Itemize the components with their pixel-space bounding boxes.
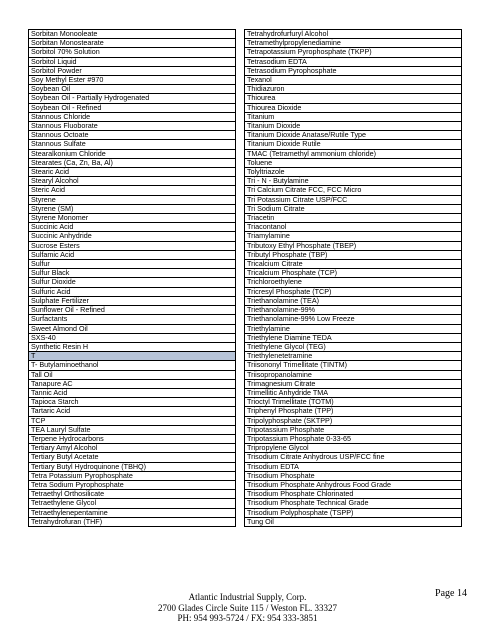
table-cell: Trisodium Phosphate Chlorinated [245,490,462,499]
table-row [29,490,236,499]
table-row [29,315,236,324]
table-cell: Sorbitol 70% Solution [29,48,236,57]
table-row [245,416,462,425]
table-cell: Stearalkonium Chloride [29,149,236,158]
table-cell: Stearyl Alcohol [29,177,236,186]
table-row [245,407,462,416]
table-row [29,112,236,121]
table-cell: Thidiazuron [245,85,462,94]
table-cell: Succinic Acid [29,223,236,232]
table-cell: Stannous Octoate [29,131,236,140]
footer [0,592,495,624]
table-cell: Texanol [245,76,462,85]
table-cell: Tetrasodium Pyrophosphate [245,66,462,75]
table-cell: Tetrahydrofurfuryl Alcohol [245,30,462,39]
table-cell: Trisodium Phosphate [245,471,462,480]
table-row [29,158,236,167]
table-row [29,425,236,434]
table-cell: SXS-40 [29,333,236,342]
table-row [29,324,236,333]
table-cell: Sorbitan Monooleate [29,30,236,39]
table-cell: Tetramethylpropylenediamine [245,39,462,48]
table-row [29,388,236,397]
table-cell: Tetra Sodium Pyrophosphate [29,480,236,489]
table-cell: Tanapure AC [29,379,236,388]
table-cell: Tolyltriazole [245,168,462,177]
table-row [245,388,462,397]
table-row [245,57,462,66]
table-row [29,204,236,213]
table-row [245,434,462,443]
table-row [29,416,236,425]
table-cell: Terpene Hydrocarbons [29,434,236,443]
table-row [245,508,462,517]
table-row [245,250,462,259]
table-row [29,499,236,508]
table-cell: Triethanolamine-99% Low Freeze [245,315,462,324]
table-cell: Tall Oil [29,370,236,379]
table-cell: Sorbitan Monostearate [29,39,236,48]
table-cell: Tricalcium Phosphate (TCP) [245,269,462,278]
table-row [29,471,236,480]
table-cell: Triacontanol [245,223,462,232]
table-row [245,149,462,158]
table-row [245,462,462,471]
table-cell: Trimellitic Anhydride TMA [245,388,462,397]
table-row [245,241,462,250]
table-row [29,269,236,278]
table-row [29,131,236,140]
table-cell: Sweet Almond Oil [29,324,236,333]
table-row [29,333,236,342]
table-row [29,434,236,443]
table-row [29,85,236,94]
table-cell: Sulfur [29,260,236,269]
table-row [29,352,236,361]
table-cell: Stearates (Ca, Zn, Ba, Al) [29,158,236,167]
table-row [245,370,462,379]
table-cell: Tetrapotassium Pyrophosphate (TKPP) [245,48,462,57]
table-cell: Sorbitol Liquid [29,57,236,66]
table-row [29,94,236,103]
table-cell: Sunflower Oil - Refined [29,306,236,315]
table-cell: Trichloroethylene [245,278,462,287]
table-row [245,306,462,315]
table-row [29,48,236,57]
table-row [29,398,236,407]
table-cell: Tri Calcium Citrate FCC, FCC Micro [245,186,462,195]
table-row [29,480,236,489]
table-row [29,186,236,195]
table-cell: Sulfur Dioxide [29,278,236,287]
footer-company: Atlantic Industrial Supply, Corp. [188,592,307,602]
table-cell: Trisodium EDTA [245,462,462,471]
table-cell: Tri Potassium Citrate USP/FCC [245,195,462,204]
table-row [29,462,236,471]
table-cell: Triamylamine [245,232,462,241]
table-cell: Tetrasodium EDTA [245,57,462,66]
table-row [245,232,462,241]
table-cell: Soybean Oil [29,85,236,94]
table-cell: Styrene Monomer [29,214,236,223]
table-row [29,342,236,351]
table-cell: TCP [29,416,236,425]
table-row [29,140,236,149]
table-row [29,76,236,85]
table-row [245,296,462,305]
table-cell: Tetra Potassium Pyrophosphate [29,471,236,480]
table-cell: Steric Acid [29,186,236,195]
table-row [29,296,236,305]
table-row [245,112,462,121]
table-cell: Soy Methyl Ester #970 [29,76,236,85]
table-row [29,177,236,186]
table-row [29,103,236,112]
table-row [245,260,462,269]
table-cell: Triethylene Diamine TEDA [245,333,462,342]
table-row [245,499,462,508]
table-cell: Sulfur Black [29,269,236,278]
table-cell: Triethanolamine (TEA) [245,296,462,305]
table-cell: Trimagnesium Citrate [245,379,462,388]
table-row [245,168,462,177]
table-cell: Triethylene Glycol (TEG) [245,342,462,351]
table-row [29,195,236,204]
table-row [245,269,462,278]
table-row [245,425,462,434]
table-row [245,103,462,112]
table-row [29,30,236,39]
table-cell: Sulfuric Acid [29,287,236,296]
table-cell: Tertiary Butyl Acetate [29,453,236,462]
table-row [245,223,462,232]
table-cell: Styrene (SM) [29,204,236,213]
table-row [245,195,462,204]
table-cell: Surfactants [29,315,236,324]
table-cell: T- Butylaminoethanol [29,361,236,370]
table-cell: Sucrose Esters [29,241,236,250]
table-row [245,39,462,48]
table-row [29,149,236,158]
table-row [245,361,462,370]
table-cell: Tertiary Amyl Alcohol [29,444,236,453]
table-row [245,186,462,195]
table-cell: Stearic Acid [29,168,236,177]
table-row [245,66,462,75]
table-row [29,287,236,296]
table-row [29,517,236,526]
table-row [29,407,236,416]
table-row [29,241,236,250]
table-cell: Tetrahydrofuran (THF) [29,517,236,526]
table-row [245,480,462,489]
table-cell: Tannic Acid [29,388,236,397]
table-row [245,333,462,342]
table-row [245,324,462,333]
product-tables [28,29,466,527]
table-cell: Triethylamine [245,324,462,333]
table-row [245,76,462,85]
table-cell: Stannous Chloride [29,112,236,121]
table-row [29,66,236,75]
table-row [245,122,462,131]
table-cell: Tetraethylene Glycol [29,499,236,508]
table-cell: Tri Sodium Citrate [245,204,462,213]
table-cell: Tartaric Acid [29,407,236,416]
table-cell: Tripolyphosphate (SKTPP) [245,416,462,425]
table-row [245,204,462,213]
table-cell: Tung Oil [245,517,462,526]
table-cell: Tertiary Butyl Hydroquinone (TBHQ) [29,462,236,471]
table-cell: Titanium Dioxide Anatase/Rutile Type [245,131,462,140]
table-row [245,444,462,453]
table-cell: Triisononyl Trimellitate (TINTM) [245,361,462,370]
table-cell: Tricalcium Citrate [245,260,462,269]
table-cell: Tri - N - Butylamine [245,177,462,186]
table-row [29,250,236,259]
table-cell: Sorbitol Powder [29,66,236,75]
table-cell: Titanium Dioxide Rutile [245,140,462,149]
table-row [29,168,236,177]
page-number: Page 14 [435,588,467,599]
table-cell: Triphenyl Phosphate (TPP) [245,407,462,416]
table-row [245,48,462,57]
table-cell: TEA Lauryl Sulfate [29,425,236,434]
table-row [29,508,236,517]
table-cell: Trisodium Phosphate Anhydrous Food Grade [245,480,462,489]
table-cell: Tripotassium Phosphate 0-33-65 [245,434,462,443]
table-cell: Trisodium Phosphate Technical Grade [245,499,462,508]
product-table-right [244,29,462,527]
table-row [29,260,236,269]
table-row [245,278,462,287]
table-row [29,223,236,232]
table-row [29,39,236,48]
table-row [245,30,462,39]
table-row [245,315,462,324]
table-cell: Tripropylene Glycol [245,444,462,453]
table-cell: Tetraethylenepentamine [29,508,236,517]
table-cell: Stannous Fluoborate [29,122,236,131]
table-cell: Thiourea Dioxide [245,103,462,112]
table-cell: Tributyl Phosphate (TBP) [245,250,462,259]
table-row [245,490,462,499]
table-cell: Tributoxy Ethyl Phosphate (TBEP) [245,241,462,250]
table-row [29,122,236,131]
table-cell: Tetraethyl Orthosilicate [29,490,236,499]
table-cell: Triisopropanolamine [245,370,462,379]
table-cell: Tapioca Starch [29,398,236,407]
table-cell: Trisodium Citrate Anhydrous USP/FCC fine [245,453,462,462]
table-row [245,158,462,167]
footer-address: 2700 Glades Circle Suite 115 / Weston FL. 33327 [157,602,337,613]
table-cell: Titanium Dioxide [245,122,462,131]
table-row [245,471,462,480]
table-cell: Soybean Oil - Partially Hydrogenated [29,94,236,103]
table-cell: Sulfamic Acid [29,250,236,259]
table-row [29,214,236,223]
table-row [245,398,462,407]
table-cell: Triacetin [245,214,462,223]
table-row [29,361,236,370]
table-row [245,140,462,149]
table-row [245,214,462,223]
table-row [245,352,462,361]
table-row [29,379,236,388]
table-cell: Triethanolamine-99% [245,306,462,315]
footer-phone: PH: 954 993-5724 / FX: 954 333-3851 [177,613,318,623]
table-row [29,453,236,462]
table-cell: T [29,352,236,361]
table-cell: Triethylenetetramine [245,352,462,361]
table-row [245,379,462,388]
table-row [245,287,462,296]
table-row [29,370,236,379]
table-cell: Trisodium Polyphosphate (TSPP) [245,508,462,517]
table-row [245,342,462,351]
table-row [29,57,236,66]
table-cell: Soybean Oil - Refined [29,103,236,112]
product-table-left [28,29,236,527]
table-row [29,278,236,287]
table-cell: Sulphate Fertilizer [29,296,236,305]
table-cell: Tricresyl Phosphate (TCP) [245,287,462,296]
table-cell: Succinic Anhydride [29,232,236,241]
table-cell: Thiourea [245,94,462,103]
table-cell: Synthetic Resin H [29,342,236,351]
table-row [245,177,462,186]
table-row [245,517,462,526]
table-row [245,453,462,462]
table-cell: Stannous Sulfate [29,140,236,149]
table-row [245,131,462,140]
table-row [29,444,236,453]
table-cell: TMAC (Tetramethyl ammonium chloride) [245,149,462,158]
table-row [29,306,236,315]
table-cell: Styrene [29,195,236,204]
table-cell: Toluene [245,158,462,167]
table-row [245,94,462,103]
table-cell: Titanium [245,112,462,121]
table-row [245,85,462,94]
table-cell: Trioctyl Trimellitate (TOTM) [245,398,462,407]
table-row [29,232,236,241]
table-cell: Tripotassium Phosphate [245,425,462,434]
